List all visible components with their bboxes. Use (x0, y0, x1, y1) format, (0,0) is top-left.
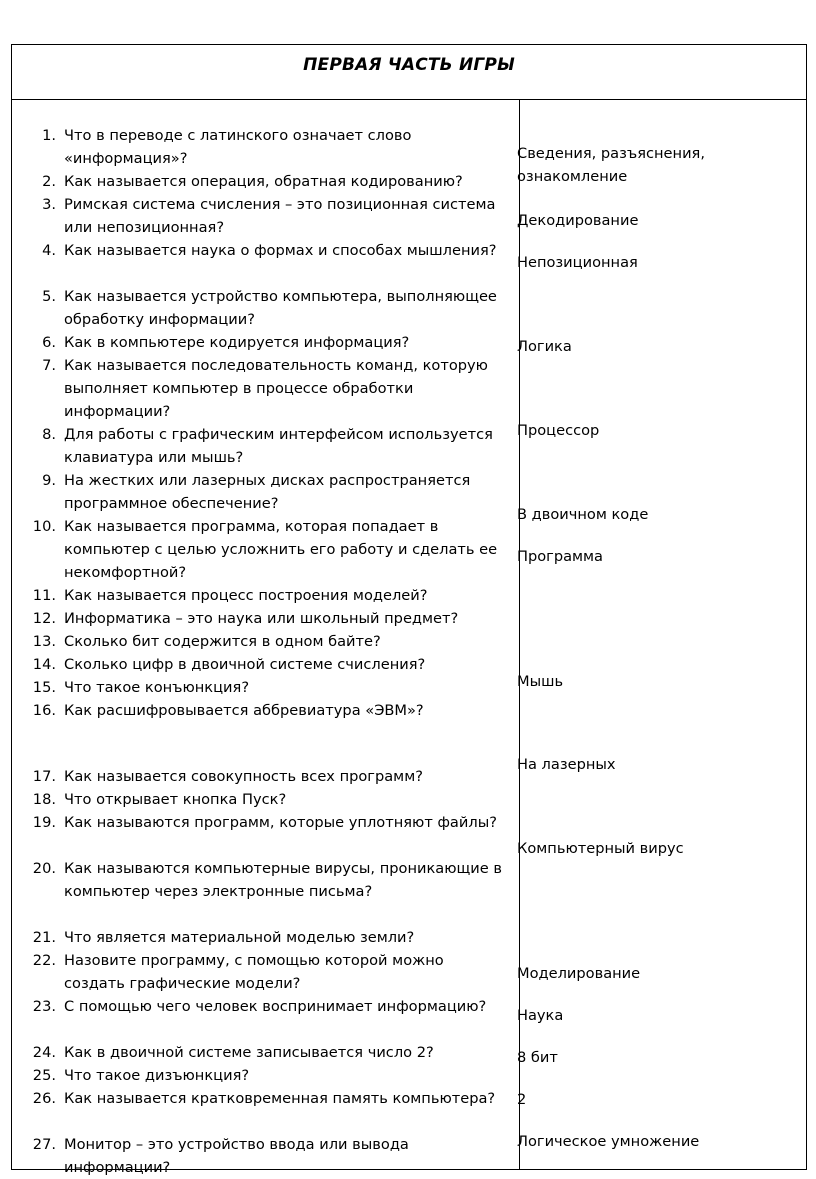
answer-item: Логическое умножение (517, 1133, 700, 1150)
question-number: 18. (32, 791, 56, 808)
question-number: 26. (32, 1090, 56, 1107)
question-number: 5. (42, 288, 56, 305)
question-item (28, 607, 503, 630)
answer-item: Мышь (517, 673, 564, 690)
question-number: 24. (32, 1044, 56, 1061)
answer-item: На лазерных (517, 756, 616, 773)
question-item (28, 699, 503, 722)
question-item (28, 193, 503, 239)
question-text: Что такое конъюнкция? (64, 679, 250, 696)
question-text: Что в переводе с латинского означает слово «информация»? (64, 127, 412, 167)
question-item (28, 354, 503, 423)
question-item (28, 630, 503, 653)
question-item (28, 811, 503, 834)
question-item (28, 1087, 503, 1110)
question-item (28, 469, 503, 515)
question-item (28, 995, 503, 1018)
question-item (28, 1133, 503, 1179)
question-text: Для работы с графическим интерфейсом используется клавиатура или мышь? (64, 426, 493, 466)
answer-item: Сведения, разъяснения, ознакомление (517, 145, 705, 185)
question-item (28, 653, 503, 676)
question-number: 14. (32, 656, 56, 673)
question-number: 15. (32, 679, 56, 696)
question-text: Римская система счисления – это позиционная система или непозиционная? (64, 196, 496, 236)
answer-item: Непозиционная (517, 254, 638, 271)
question-number: 2. (42, 173, 56, 190)
answer-item: Компьютерный вирус (517, 840, 684, 857)
question-text: Как называется наука о формах и способах мышления? (64, 242, 497, 259)
question-number: 7. (42, 357, 56, 374)
answer-item: В двоичном коде (517, 506, 649, 523)
question-item (28, 676, 503, 699)
question-text: Как называется процесс построения моделей? (64, 587, 428, 604)
question-item (28, 124, 503, 170)
question-text: Как называется совокупность всех программ? (64, 768, 423, 785)
answer-item: Наука (517, 1007, 564, 1024)
question-item (28, 515, 503, 584)
question-text: Назовите программу, с помощью которой можно создать графические модели? (64, 952, 444, 992)
answer-item: Программа (517, 548, 604, 565)
question-number: 13. (32, 633, 56, 650)
question-number: 4. (42, 242, 56, 259)
question-item (28, 1064, 503, 1087)
question-item (28, 170, 503, 193)
question-item (28, 285, 503, 331)
question-number: 9. (42, 472, 56, 489)
question-text: Что такое дизъюнкция? (64, 1067, 250, 1084)
question-text: Как в двоичной системе записывается число 2? (64, 1044, 434, 1061)
page-title: ПЕРВАЯ ЧАСТЬ ИГРЫ (303, 55, 515, 75)
question-text: Как называется устройство компьютера, выполняющее обработку информации? (64, 288, 497, 328)
question-number: 25. (32, 1067, 56, 1084)
question-item (28, 857, 503, 903)
question-number: 8. (42, 426, 56, 443)
question-item (28, 1041, 503, 1064)
question-number: 16. (32, 702, 56, 719)
answer-item: Моделирование (517, 965, 641, 982)
question-number: 19. (32, 814, 56, 831)
question-text: Как называются программ, которые уплотняют файлы? (64, 814, 497, 831)
answer-item: Процессор (517, 422, 600, 439)
question-text: На жестких или лазерных дисках распространяется программное обеспечение? (64, 472, 471, 512)
question-number: 1. (42, 127, 56, 144)
question-number: 3. (42, 196, 56, 213)
question-item (28, 949, 503, 995)
question-number: 12. (32, 610, 56, 627)
question-text: Как называется последовательность команд, которую выполняет компьютер в процессе обработки информации? (64, 357, 488, 420)
question-text: С помощью чего человек воспринимает информацию? (64, 998, 487, 1015)
question-item (28, 765, 503, 788)
answer-item: Логика (517, 338, 572, 355)
table-header (12, 45, 806, 100)
question-number: 10. (32, 518, 56, 535)
question-text: Как называются компьютерные вирусы, проникающие в компьютер через электронные письма? (64, 860, 502, 900)
question-item (28, 584, 503, 607)
question-text: Информатика – это наука или школьный предмет? (64, 610, 459, 627)
question-text: Как называется кратковременная память компьютера? (64, 1090, 496, 1107)
question-text: Как называется программа, которая попадает в компьютер с целью усложнить его работу и сделать ее некомфортной? (64, 518, 498, 581)
question-number: 22. (32, 952, 56, 969)
question-text: Монитор – это устройство ввода или вывода информации? (64, 1136, 409, 1176)
question-number: 23. (32, 998, 56, 1015)
question-item (28, 423, 503, 469)
question-item (28, 239, 503, 262)
answer-item: 8 бит (517, 1049, 558, 1066)
question-item (28, 331, 503, 354)
question-item (28, 788, 503, 811)
question-number: 11. (32, 587, 56, 604)
question-text: Сколько бит содержится в одном байте? (64, 633, 381, 650)
question-text: Что является материальной моделью земли? (64, 929, 415, 946)
question-text: Как в компьютере кодируется информация? (64, 334, 410, 351)
answer-item: Декодирование (517, 212, 639, 229)
question-item (28, 926, 503, 949)
question-number: 21. (32, 929, 56, 946)
question-text: Что открывает кнопка Пуск? (64, 791, 287, 808)
question-number: 20. (32, 860, 56, 877)
question-text: Как расшифровывается аббревиатура «ЭВМ»? (64, 702, 424, 719)
question-text: Как называется операция, обратная кодированию? (64, 173, 463, 190)
question-text: Сколько цифр в двоичной системе счисления? (64, 656, 426, 673)
question-number: 17. (32, 768, 56, 785)
question-number: 27. (32, 1136, 56, 1153)
answer-item: 2 (517, 1091, 527, 1108)
question-number: 6. (42, 334, 56, 351)
